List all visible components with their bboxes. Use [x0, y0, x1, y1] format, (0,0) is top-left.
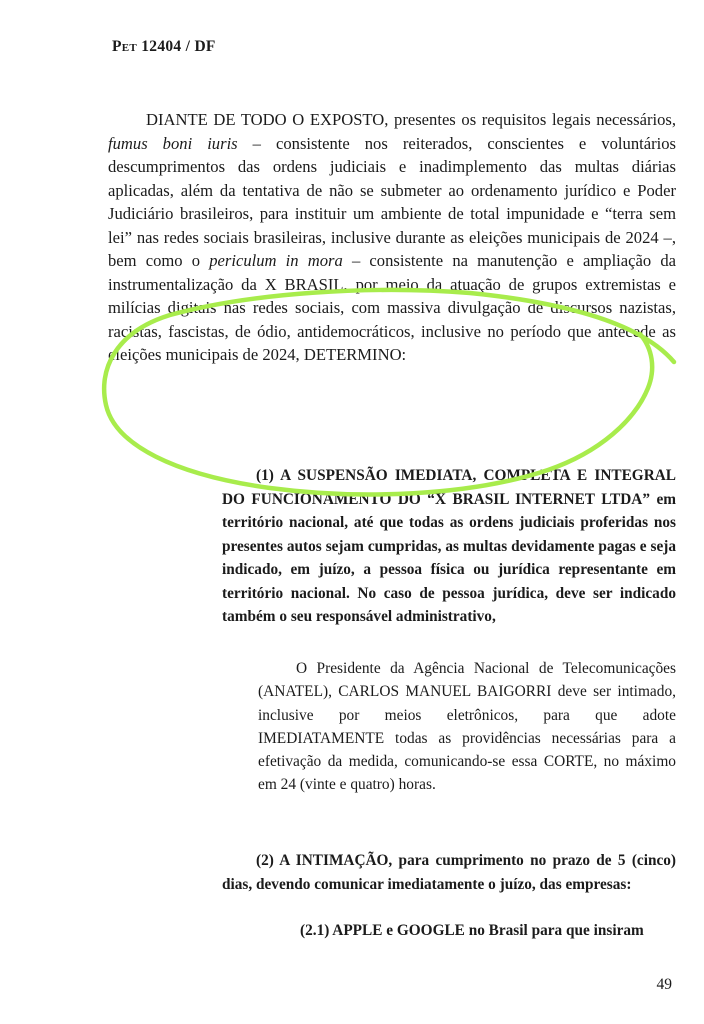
- main-text-a: , presentes os requisitos legais necessários,: [384, 110, 676, 129]
- item-2-1-text: (2.1) APPLE e GOOGLE no Brasil para que insiram: [300, 922, 644, 939]
- item-2-1: [300, 919, 676, 942]
- main-text-b: – consistente nos reiterados, conscientes e voluntários descumprimentos das ordens judiciais e inadimplemento das multas diárias aplicadas, além da tentativa de não se submeter ao ordenamento jurídico e Poder Judiciário brasileiros, para instituir um ambiente de total impunidade e “terra sem lei” nas redes sociais brasileiras, inclusive durante as eleições municipais de 2024 –, bem como o: [108, 133, 676, 270]
- main-lead: DIANTE DE TODO O EXPOSTO: [146, 110, 385, 129]
- case-prefix-rest: et: [121, 38, 138, 55]
- item-1-sub-text: O Presidente da Agência Nacional de Telecomunicações (ANATEL), CARLOS MANUEL BAIGORRI deve ser intimado, inclusive por meios eletrônicos, para que adote IMEDIATAMENTE todas as providências necessárias para a efetivação da medida, comunicando-se essa CORTE, no máximo em 24 (vinte e quatro) horas.: [258, 660, 676, 794]
- case-header: [112, 38, 216, 56]
- main-paragraph: [108, 108, 676, 367]
- item-1-text: (1) A SUSPENSÃO IMEDIATA, COMPLETA E INTEGRAL DO FUNCIONAMENTO DO “X BRASIL INTERNET LTDA” em território nacional, até que todas as ordens judiciais proferidas nos presentes autos sejam cumpridas, as multas devidamente pagas e seja indicado, em juízo, a pessoa física ou jurídica representante em território nacional. No caso de pessoa jurídica, deve ser indicado também o seu responsável administrativo,: [222, 467, 676, 625]
- item-2: [222, 849, 676, 896]
- item-2-text: (2) A INTIMAÇÃO, para cumprimento no prazo de 5 (cinco) dias, devendo comunicar imediatamente o juízo, das empresas:: [222, 852, 676, 893]
- main-text-c: – consistente na manutenção e ampliação da instrumentalização da X BRASIL, por meio da atuação de grupos extremistas e milícias digitais nas redes sociais, com massiva divulgação de discursos nazistas, racistas, fascistas, de ódio, antidemocráticos, inclusive no período que antecede as eleições municipais de 2024, DETERMINO:: [108, 251, 677, 364]
- item-1-subparagraph: [258, 657, 676, 797]
- case-prefix-initial: P: [112, 38, 122, 55]
- periculum-term: periculum in mora: [209, 251, 343, 270]
- case-number: 12404 / DF: [137, 38, 216, 55]
- fumus-term: fumus boni iuris: [108, 133, 238, 153]
- item-1: [222, 464, 676, 629]
- page-number: 49: [656, 976, 672, 993]
